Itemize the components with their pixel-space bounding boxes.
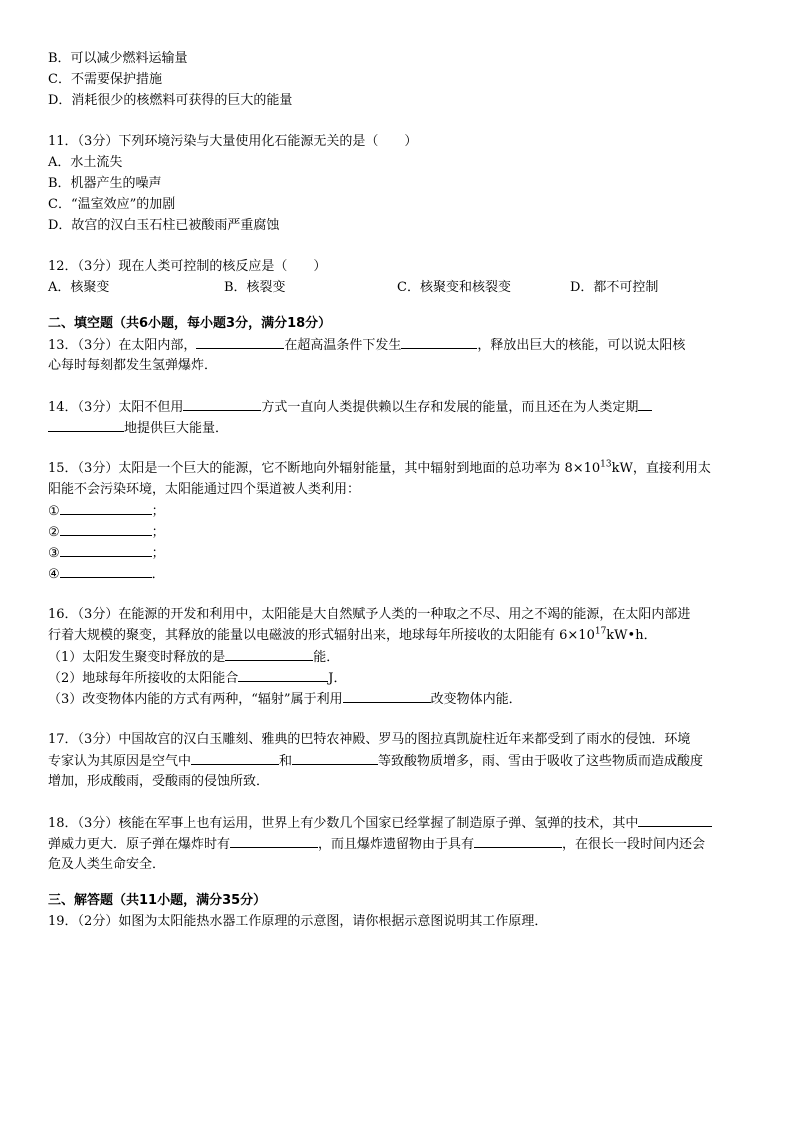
- q16-line-2: [48, 625, 748, 646]
- q18-text-b: 弹威力更大．原子弹在爆炸时有: [48, 837, 231, 852]
- q15-item-marker: ④: [48, 567, 60, 582]
- q10-option-d: D．消耗很少的核燃料可获得的巨大的能量: [48, 93, 293, 108]
- q17-line-1: 17．（3分）中国故宫的汉白玉雕刻、雅典的巴特农神殿、罗马的图拉真凯旋柱近年来都受到了雨水的侵蚀．环境: [48, 732, 691, 747]
- q11-option-b: B．机器产生的噪声: [48, 176, 162, 191]
- q15-blank-1[interactable]: [60, 500, 152, 515]
- q17-line-2: [48, 750, 748, 771]
- section-2-heading: 二、填空题（共6小题，每小题3分，满分18分）: [48, 316, 332, 331]
- q11-option-a: A．水土流失: [48, 155, 123, 170]
- q16-sub1-tail: 能．: [313, 650, 340, 665]
- q16-sub2-text: （2）地球每年所接收的太阳能合: [48, 671, 239, 686]
- q15-punct: ；: [151, 504, 165, 519]
- q16-exponent: 17: [594, 626, 607, 637]
- q13-line-1: [48, 334, 748, 355]
- q15-item-3: [48, 542, 748, 563]
- q16-sub2-tail: J．: [328, 671, 347, 686]
- q16-sub-3: [48, 688, 748, 709]
- q15-punct: ；: [151, 525, 165, 540]
- q17-line-3: 增加，形成酸雨，受酸雨的侵蚀所致．: [48, 774, 270, 789]
- q18-blank-1[interactable]: [638, 812, 712, 827]
- q18-blank-2[interactable]: [230, 833, 318, 848]
- q15-line-2: 阳能不会污染环境，太阳能通过四个渠道被人类利用：: [48, 482, 361, 497]
- q15-exponent: 13: [600, 459, 612, 470]
- q13-text-b: 在超高温条件下发生: [284, 338, 402, 353]
- q14-text-a: 14．（3分）太阳不但用: [48, 400, 184, 415]
- q15-item-4: [48, 563, 748, 584]
- q15-item-1: [48, 500, 748, 521]
- q16-sub-1: [48, 646, 748, 667]
- q15-blank-2[interactable]: [60, 521, 152, 536]
- q16-blank-2[interactable]: [238, 667, 328, 682]
- q10-option-c: C．不需要保护措施: [48, 72, 162, 87]
- q11-stem: 11．（3分）下列环境污染与大量使用化石能源无关的是（ ）: [48, 134, 418, 149]
- q17-text-c: 等致酸物质增多，雨、雪由于吸收了这些物质而造成酸度: [378, 754, 704, 769]
- q12-option-a: A．核聚变: [48, 280, 110, 295]
- q16-line-1: 16．（3分）在能源的开发和利用中，太阳能是大自然赋予人类的一种取之不尽、用之不竭的能源，在太阳内部进: [48, 607, 691, 622]
- q14-line-2: [48, 417, 748, 438]
- q15-blank-4[interactable]: [60, 563, 152, 578]
- q14-blank-2[interactable]: [48, 417, 124, 432]
- q16-blank-3[interactable]: [343, 688, 431, 703]
- q13-text-c: ，释放出巨大的核能，可以说太阳核: [477, 338, 686, 353]
- q18-text-d: ，在很长一段时间内还会: [562, 837, 706, 852]
- q15-punct: ；: [151, 546, 165, 561]
- q16-sub3-text: （3）改变物体内能的方式有两种，“辐射”属于利用: [48, 692, 343, 707]
- q15-blank-3[interactable]: [60, 542, 152, 557]
- q18-blank-3[interactable]: [474, 833, 562, 848]
- q15-item-marker: ③: [48, 546, 60, 561]
- q12-option-c: C．核聚变和核裂变: [397, 280, 511, 295]
- q19-stem: 19．（2分）如图为太阳能热水器工作原理的示意图，请你根据示意图说明其工作原理．: [48, 914, 548, 929]
- q13-blank-1[interactable]: [196, 334, 284, 349]
- q15-punct: ．: [151, 567, 165, 582]
- q17-text-a: 专家认为其原因是空气中: [48, 754, 192, 769]
- q16-sub3-tail: 改变物体内能．: [430, 692, 522, 707]
- q12-options-row: [48, 277, 748, 298]
- q16-text-b: kW•h．: [606, 628, 657, 643]
- q14-blank-2-start[interactable]: [638, 396, 652, 411]
- exam-page: [48, 48, 748, 932]
- q12-option-b: B．核裂变: [224, 280, 286, 295]
- q13-text-a: 13．（3分）在太阳内部，: [48, 338, 197, 353]
- q15-item-marker: ②: [48, 525, 60, 540]
- q18-line-2: [48, 833, 748, 854]
- q17-blank-1[interactable]: [191, 750, 279, 765]
- q17-text-b: 和: [279, 754, 293, 769]
- q15-text-a: 15．（3分）太阳是一个巨大的能源，它不断地向外辐射能量，其中辐射到地面的总功率为 8×10: [48, 461, 601, 476]
- q13-blank-2[interactable]: [401, 334, 477, 349]
- q14-text-b: 方式一直向人类提供赖以生存和发展的能量，而且还在为人类定期: [261, 400, 639, 415]
- q14-line-1: [48, 396, 748, 417]
- q15-item-marker: ①: [48, 504, 60, 519]
- q11-option-c: C．“温室效应”的加剧: [48, 197, 176, 212]
- q15-item-2: [48, 521, 748, 542]
- q17-blank-2[interactable]: [292, 750, 378, 765]
- q14-text-c: 地提供巨大能量．: [124, 421, 229, 436]
- q18-text-a: 18．（3分）核能在军事上也有运用，世界上有少数几个国家已经掌握了制造原子弹、氢弹的技术，其中: [48, 816, 639, 831]
- q18-line-1: [48, 812, 748, 833]
- q12-option-d: D．都不可控制: [570, 280, 659, 295]
- q16-sub1-text: （1）太阳发生聚变时释放的是: [48, 650, 226, 665]
- q12-stem: 12．（3分）现在人类可控制的核反应是（ ）: [48, 259, 327, 274]
- q14-blank-1[interactable]: [183, 396, 261, 411]
- q16-sub-2: [48, 667, 748, 688]
- section-3-heading: 三、解答题（共11小题，满分35分）: [48, 893, 267, 908]
- q15-text-b: kW，直接利用太: [611, 461, 711, 476]
- q16-text-a: 行着大规模的聚变，其释放的能量以电磁波的形式辐射出来，地球每年所接收的太阳能有 6×10: [48, 628, 595, 643]
- q18-line-3: 危及人类生命安全．: [48, 857, 166, 872]
- q18-text-c: ，而且爆炸遗留物由于具有: [318, 837, 475, 852]
- q10-option-b: B．可以减少燃料运输量: [48, 51, 188, 66]
- q15-line-1: [48, 458, 748, 479]
- q13-line-2: 心每时每刻都发生氢弹爆炸．: [48, 358, 218, 373]
- q11-option-d: D．故宫的汉白玉石柱已被酸雨严重腐蚀: [48, 218, 280, 233]
- q16-blank-1[interactable]: [225, 646, 313, 661]
